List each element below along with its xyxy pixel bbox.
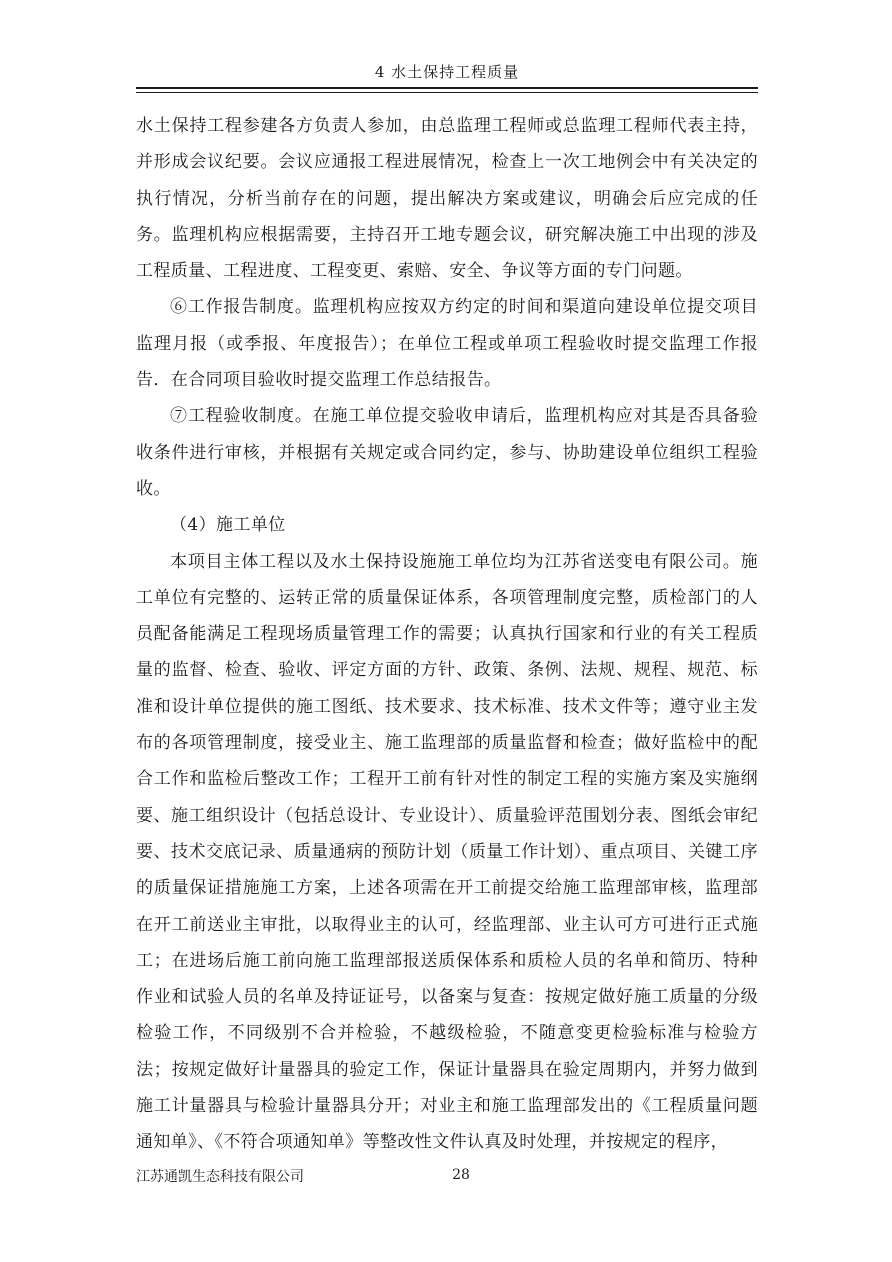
body-text xyxy=(136,108,758,1161)
footer-company-name: 江苏通凯生态科技有限公司 xyxy=(136,1169,304,1185)
paragraph-acceptance-system: ⑦工程验收制度。在施工单位提交验收申请后，监理机构应对其是否具备验收条件进行审核，并根据有关规定或合同约定，参与、协助建设单位组织工程验收。 xyxy=(136,406,758,499)
paragraph-meeting-continuation: 水土保持工程参建各方负责人参加，由总监理工程师或总监理工程师代表主持，并形成会议纪要。会议应通报工程进展情况，检查上一次工地例会中有关决定的执行情况，分析当前存在的问题，提出解决方案或建议，明确会后应完成的任务。监理机构应根据需要，主持召开工地专题会议，研究解决施工中出现的涉及工程质量、工程进度、工程变更、索赔、安全、争议等方面的专门问题。 xyxy=(136,116,758,282)
running-header: 4 水土保持工程质量 xyxy=(374,63,520,81)
header-rule-thick xyxy=(136,87,758,89)
paragraph-work-report-system: ⑥工作报告制度。监理机构应按双方约定的时间和渠道向建设单位提交项目监理月报（或季报、年度报告）；在单位工程或单项工程验收时提交监理工作报告．在合同项目验收时提交监理工作总结报告。 xyxy=(136,297,758,391)
paragraph-construction-unit: 本项目主体工程以及水土保持设施施工单位均为江苏省送变电有限公司。施工单位有完整的、运转正常的质量保证体系，各项管理制度完整，质检部门的人员配备能满足工程现场质量管理工作的需要；认真执行国家和行业的有关工程质量的监督、检查、验收、评定方面的方针、政策、条例、法规、规程、规范、标准和设计单位提供的施工图纸、技术要求、技术标准、技术文件等；遵守业主发布的各项管理制度，接受业主、施工监理部的质量监督和检查；做好监检中的配合工作和监检后整改工作；工程开工前有针对性的制定工程的实施方案及实施纲要、施工组织设计（包括总设计、专业设计）、质量验评范围划分表、图纸会审纪要、技术交底记录、质量通病的预防计划（质量工作计划）、重点项目、关键工序的质量保证措施施工方案，上述各项需在开工前提交给施工监理部审核，监理部在开工前送业主审批，以取得业主的认可，经监理部、业主认可方可进行正式施工；在进场后施工前向施工监理部报送质保体系和质检人员的名单和简历、特种作业和试验人员的名单及持证证号，以备案与复查：按规定做好施工质量的分级检验工作，不同级别不合并检验，不越级检验，不随意变更检验标准与检验方法；按规定做好计量器具的验定工作，保证计量器具在验定周期内，并努力做到施工计量器具与检验计量器具分开；对业主和施工监理部发出的《工程质量问题通知单》、《不符合项通知单》等整改性文件认真及时处理，并按规定的程序， xyxy=(136,551,758,1153)
header-rule-thin xyxy=(136,92,758,93)
footer-page-number: 28 xyxy=(452,1167,470,1183)
section-heading-construction-unit: （4）施工单位 xyxy=(170,515,286,536)
